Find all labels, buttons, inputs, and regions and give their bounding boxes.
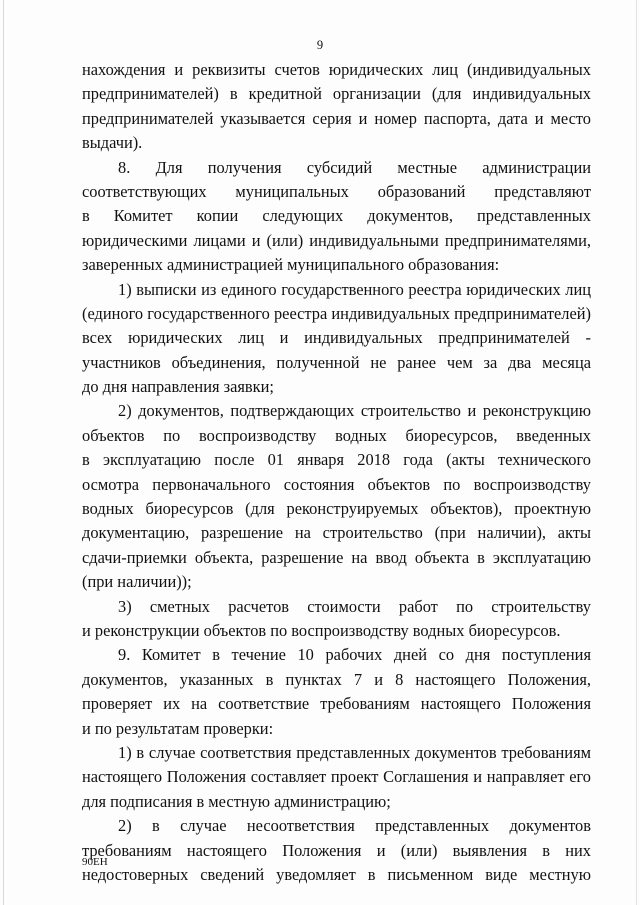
text-line: нахождения и реквизиты счетов юридических лиц (индивидуальных — [82, 60, 591, 79]
text-line: 8. Для получения субсидий местные администрации — [118, 157, 591, 177]
page-number: 9 — [316, 38, 324, 52]
text-line: участников объединения, полученной не ранее чем за два месяца — [82, 352, 591, 372]
text-line: выдачи). — [82, 133, 143, 153]
text-line: 9. Комитет в течение 10 рабочих дней со дня поступления — [118, 645, 591, 665]
page-right-edge — [636, 0, 637, 905]
text-line: 1) выписки из единого государственного реестра юридических лиц — [118, 279, 591, 299]
text-line: недостоверных сведений уведомляет в письменном виде местную — [82, 864, 591, 884]
text-line: 1) в случае соответствия представленных документов требованиям — [118, 742, 591, 762]
text-line: осмотра первоначального состояния объектов по воспроизводству — [82, 474, 591, 494]
text-line: в Комитет копии следующих документов, представленных — [82, 206, 591, 226]
text-line: 3) сметных расчетов стоимости работ по строительству — [118, 596, 591, 616]
text-line: заверенных администрацией муниципального образования: — [82, 255, 500, 275]
document-body — [82, 58, 591, 887]
text-line: водных биоресурсов (для реконструируемых объектов), проектную — [82, 499, 591, 519]
text-line: проверяет их на соответствие требованиям настоящего Положения — [82, 694, 591, 714]
text-line: юридическими лицами и (или) индивидуальными предпринимателями, — [82, 230, 591, 250]
text-line: для подписания в местную администрацию; — [82, 791, 391, 811]
text-line: требованиям настоящего Положения и (или) выявления в них — [82, 840, 591, 860]
text-line: сдачи-приемки объекта, разрешение на ввод объекта в эксплуатацию — [82, 547, 591, 567]
text-line: настоящего Положения составляет проект Соглашения и направляет его — [82, 767, 591, 787]
text-line: документов, указанных в пунктах 7 и 8 настоящего Положения, — [82, 669, 591, 689]
text-line: (при наличии)); — [82, 572, 192, 592]
text-line: и реконструкции объектов по воспроизводству водных биоресурсов. — [82, 620, 561, 640]
text-line: 2) документов, подтверждающих строительство и реконструкцию — [118, 401, 591, 421]
text-line: до дня направления заявки; — [82, 377, 274, 397]
text-line: документацию, разрешение на строительство (при наличии), акты — [82, 523, 591, 543]
text-line: объектов по воспроизводству водных биоресурсов, введенных — [82, 425, 591, 445]
text-line: 2) в случае несоответствия представленных документов — [118, 816, 591, 836]
text-line: предпринимателей) в кредитной организации (для индивидуальных — [82, 84, 591, 104]
text-line: предпринимателей указывается серия и номер паспорта, дата и место — [82, 108, 591, 128]
text-line: (единого государственного реестра индивидуальных предпринимателей) — [82, 303, 591, 323]
text-line: в эксплуатацию после 01 января 2018 года (акты технического — [82, 450, 591, 470]
text-line: и по результатам проверки: — [82, 718, 274, 738]
footer-document-code: 90ЕН — [82, 856, 108, 868]
text-line: всех юридических лиц и индивидуальных предпринимателей - — [82, 328, 591, 348]
page-left-edge — [3, 0, 4, 905]
text-line: соответствующих муниципальных образований представляют — [82, 181, 591, 201]
